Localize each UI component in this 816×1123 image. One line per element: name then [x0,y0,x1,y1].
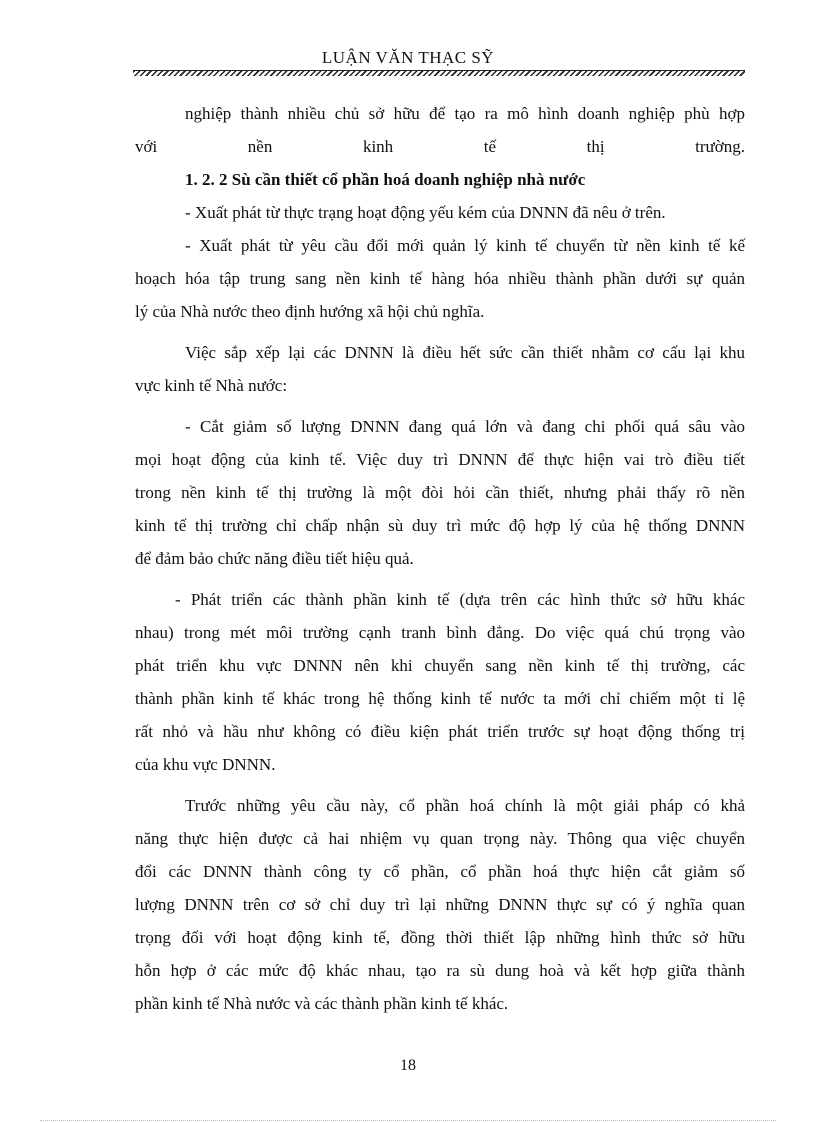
text-line: với nền kinh tế thị trường. [135,137,745,156]
text-line: lượng DNNN trên cơ sở chỉ duy trì lại những DNNN thực sự có ý nghĩa quan [135,895,745,914]
document-header: LUẬN VĂN THẠC SỸ [321,48,495,67]
text-line: hỗn hợp ở các mức độ khác nhau, tạo ra sù dung hoà và kết hợp giữa thành [135,961,745,980]
footer-divider [40,1120,776,1121]
text-line: trong nền kinh tế thị trường là một đòi hỏi cần thiết, nhưng phải thấy rõ nền [135,483,745,502]
text-line: nghiệp thành nhiều chủ sở hữu để tạo ra mô hình doanh nghiệp phù hợp [185,104,745,123]
document-body [135,97,745,1020]
text-line: thành phần kinh tế khác trong hệ thống kinh tế nước ta mới chỉ chiếm một tỉ lệ [135,689,745,708]
text-line: - Phát triển các thành phần kinh tế (dựa trên các hình thức sở hữu khác [175,590,745,609]
header-decorative-rule [133,70,745,76]
text-line: phần kinh tế Nhà nước và các thành phần kinh tế khác. [135,994,509,1013]
text-line: phát triển khu vực DNNN nên khi chuyển sang nền kinh tế thị trường, các [135,656,745,675]
text-line: - Xuất phát từ yêu cầu đổi mới quản lý kinh tế chuyển từ nền kinh tế kế [185,236,745,255]
text-line: vực kinh tế Nhà nước: [135,376,288,395]
text-line: nhau) trong mét môi trường cạnh tranh bình đẳng. Do việc quá chú trọng vào [135,623,745,642]
text-line: mọi hoạt động của kinh tế. Việc duy trì DNNN để thực hiện vai trò điều tiết [135,450,745,469]
text-line: đổi các DNNN thành công ty cổ phần, cổ phần hoá thực hiện cắt giảm số [135,862,745,881]
text-line: hoạch hóa tập trung sang nền kinh tế hàng hóa nhiều thành phần dưới sự quản [135,269,745,288]
page-number: 18 [400,1057,416,1074]
text-line: rất nhỏ và hầu như không có điều kiện phát triển trước sự hoạt động thống trị [135,722,745,741]
text-line: - Cắt giảm số lượng DNNN đang quá lớn và đang chi phối quá sâu vào [185,417,745,436]
text-line: Việc sắp xếp lại các DNNN là điều hết sức cần thiết nhằm cơ cấu lại khu [185,343,745,362]
text-line: lý của Nhà nước theo định hướng xã hội chủ nghĩa. [135,302,485,321]
text-line: của khu vực DNNN. [135,755,276,774]
text-line: trọng đối với hoạt động kinh tế, đồng thời thiết lập những hình thức sở hữu [135,928,745,947]
text-line: Trước những yêu cầu này, cổ phần hoá chính là một giải pháp có khả [185,796,745,815]
section-heading: 1. 2. 2 Sù cần thiết cổ phần hoá doanh nghiệp nhà nước [185,170,586,189]
text-line: để đảm bảo chức năng điều tiết hiệu quả. [135,549,414,568]
text-line: năng thực hiện được cả hai nhiệm vụ quan trọng này. Thông qua việc chuyển [135,829,745,848]
text-line: kinh tế thị trường chỉ chấp nhận sù duy trì mức độ hợp lý của hệ thống DNNN [135,516,745,535]
text-line: - Xuất phát từ thực trạng hoạt động yếu kém của DNNN đã nêu ở trên. [185,203,666,222]
